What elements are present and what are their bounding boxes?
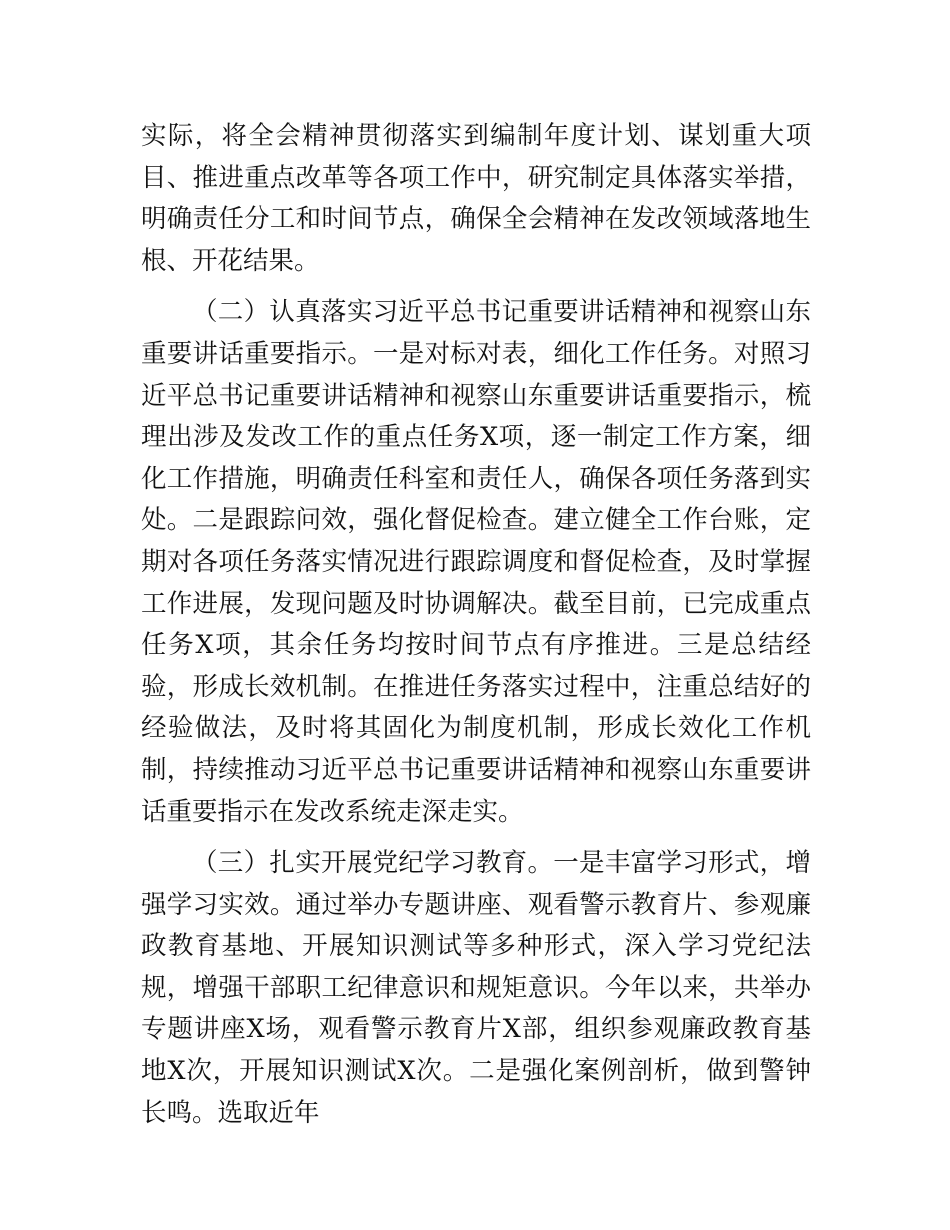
- paragraph-section-three: （三）扎实开展党纪学习教育。一是丰富学习形式，增强学习实效。通过举办专题讲座、观看警示教育片、参观廉政教育基地、开展知识测试等多种形式，深入学习党纪法规，增强干部职工纪律意识和规矩意识。今年以来，共举办专题讲座X场，观看警示教育片X部，组织参观廉政教育基地X次，开展知识测试X次。二是强化案例剖析，做到警钟长鸣。选取近年: [141, 848, 811, 1128]
- document-body: [141, 116, 811, 1134]
- paragraph-section-two: （二）认真落实习近平总书记重要讲话精神和视察山东重要讲话重要指示。一是对标对表，细化工作任务。对照习近平总书记重要讲话精神和视察山东重要讲话重要指示，梳理出涉及发改工作的重点任务X项，逐一制定工作方案，细化工作措施，明确责任科室和责任人，确保各项任务落到实处。二是跟踪问效，强化督促检查。建立健全工作台账，定期对各项任务落实情况进行跟踪调度和督促检查，及时掌握工作进展，发现问题及时协调解决。截至目前，已完成重点任务X项，其余任务均按时间节点有序推进。三是总结经验，形成长效机制。在推进任务落实过程中，注重总结好的经验做法，及时将其固化为制度机制，形成长效化工作机制，持续推动习近平总书记重要讲话精神和视察山东重要讲话重要指示在发改系统走深走实。: [141, 297, 811, 827]
- paragraph-continuation: 实际，将全会精神贯彻落实到编制年度计划、谋划重大项目、推进重点改革等各项工作中，研究制定具体落实举措，明确责任分工和时间节点，确保全会精神在发改领域落地生根、开花结果。: [141, 121, 811, 276]
